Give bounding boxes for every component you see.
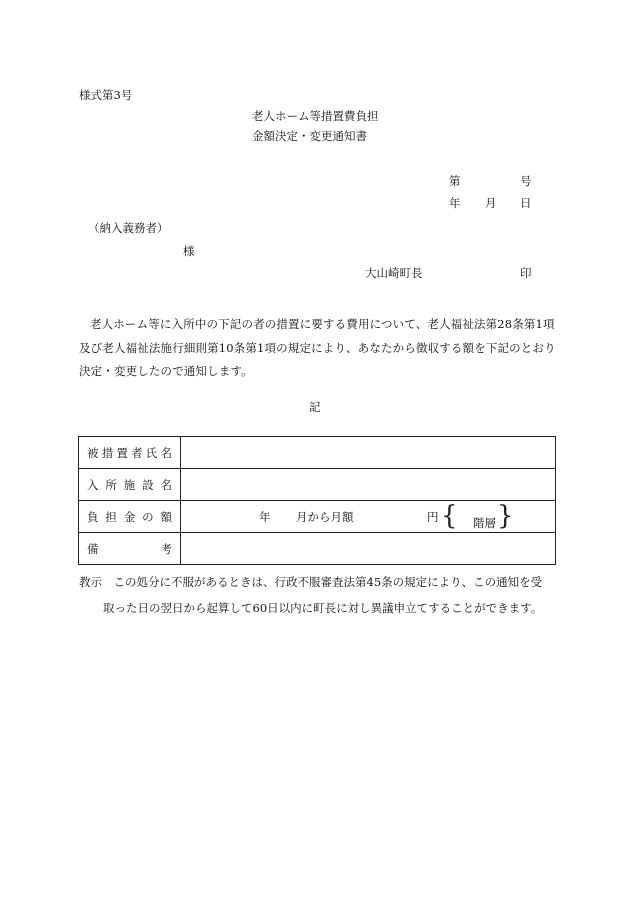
label-char: の — [142, 509, 154, 524]
table-row — [79, 533, 556, 565]
label-char: 名 — [160, 477, 172, 492]
amount-yen: 円 — [427, 509, 439, 524]
ki-heading: 記 — [309, 400, 321, 414]
label-char: 担 — [105, 509, 117, 524]
label-char: 設 — [142, 477, 154, 492]
label-cell — [79, 437, 181, 469]
label-char: 考 — [160, 541, 172, 556]
document-number-suffix: 号 — [520, 174, 532, 188]
label-char: 被 — [87, 445, 99, 460]
date-year: 年 — [449, 196, 461, 210]
detail-table — [78, 436, 556, 565]
document-title-line-1: 老人ホーム等措置費負担 — [252, 109, 379, 123]
issuer-name: 大山崎町長 — [365, 266, 423, 280]
table-row — [79, 501, 556, 533]
label-cell — [79, 501, 181, 533]
payer-label: （納入義務者） — [88, 221, 169, 235]
amount-kaisou: 階層 — [473, 516, 496, 530]
label-char: 金 — [123, 509, 136, 524]
label-char: 備 — [87, 541, 99, 556]
right-brace: } — [497, 501, 514, 531]
form-number: 様式第3号 — [79, 88, 133, 102]
facility-name-field[interactable] — [181, 469, 556, 501]
left-brace: { — [441, 501, 458, 531]
label-char: 名 — [160, 445, 172, 460]
remarks-field[interactable] — [181, 533, 556, 565]
amount-month-from: 月から月額 — [296, 509, 354, 524]
notice-line-1: 教示 この処分に不服があるときは、行政不服審査法第45条の規定により、この通知を受 — [79, 575, 543, 589]
label-char: 額 — [160, 509, 172, 524]
label-char: 入 — [87, 477, 99, 492]
amount-field[interactable] — [181, 501, 556, 533]
body-paragraph: 老人ホーム等に入所中の下記の者の措置に要する費用について、老人福祉法第28条第1項及び老人福祉法施行細則第10条第1項の規定により、あなたから徴収する額を下記のとおり決定・変更したので通知します。 — [79, 317, 556, 378]
person-name-field[interactable] — [181, 437, 556, 469]
table-row — [79, 437, 556, 469]
label-char: 施 — [123, 477, 136, 492]
label-char: 措 — [101, 445, 114, 460]
date-month: 月 — [485, 196, 497, 210]
label-char: 置 — [116, 445, 128, 460]
label-char: 者 — [131, 445, 143, 460]
seal-mark: 印 — [520, 266, 532, 280]
label-char: 所 — [105, 477, 117, 492]
label-cell — [79, 533, 181, 565]
payer-honorific: 様 — [183, 244, 195, 258]
table-row — [79, 469, 556, 501]
label-cell — [79, 469, 181, 501]
label-char: 負 — [87, 509, 99, 524]
document-title-line-2: 金額決定・変更通知書 — [252, 129, 367, 143]
document-number-prefix: 第 — [449, 174, 461, 188]
notice-line-2: 取った日の翌日から起算して60日以内に町長に対し異議申立てすることができます。 — [103, 601, 543, 615]
date-day: 日 — [520, 196, 532, 210]
amount-year: 年 — [259, 509, 271, 524]
label-char: 氏 — [145, 445, 158, 460]
